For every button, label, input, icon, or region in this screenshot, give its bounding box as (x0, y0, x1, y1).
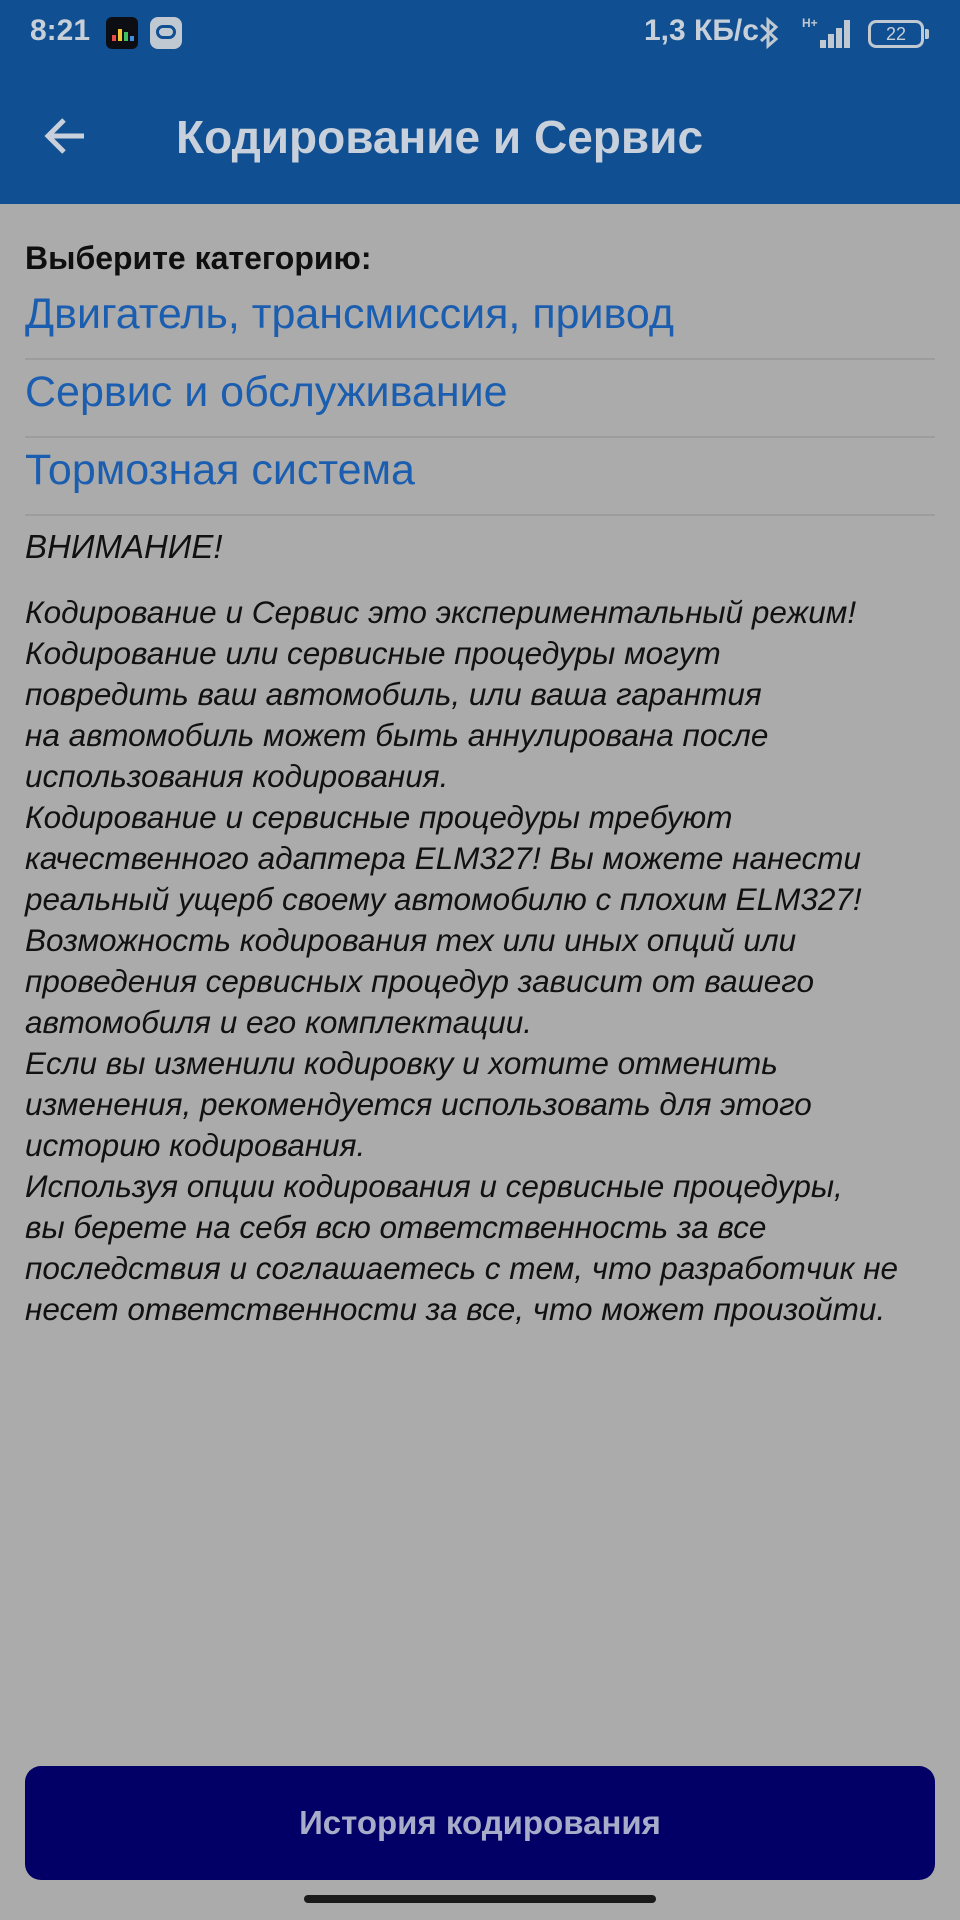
gesture-nav-handle[interactable] (304, 1895, 656, 1903)
warning-line: использования кодирования. (25, 758, 449, 794)
coding-history-button[interactable]: История кодирования (25, 1766, 935, 1880)
category-item-engine[interactable]: Двигатель, трансмиссия, привод (25, 282, 935, 360)
category-list (25, 282, 935, 516)
category-heading: Выберите категорию: (25, 240, 372, 276)
battery-icon: 22 (868, 20, 924, 48)
warning-line: повредить ваш автомобиль, или ваша гарантия (25, 676, 762, 712)
warning-title: ВНИМАНИЕ! (25, 528, 223, 565)
warning-line: Кодирование или сервисные процедуры могут (25, 635, 721, 671)
warning-line: качественного адаптера ELM327! Вы можете нанести (25, 840, 862, 876)
app-bar (0, 68, 960, 204)
network-speed: 1,3 КБ/с (644, 14, 759, 47)
warning-line: Возможность кодирования тех или иных опций или (25, 922, 797, 958)
warning-line: на автомобиль может быть аннулирована после (25, 717, 769, 753)
messenger-app-icon (150, 17, 182, 49)
network-type: H+ (802, 16, 818, 30)
bluetooth-icon (757, 16, 785, 52)
page-title: Кодирование и Сервис (176, 111, 704, 163)
category-item-service[interactable]: Сервис и обслуживание (25, 360, 935, 438)
warning-line: несет ответственности за все, что может произойти. (25, 1291, 886, 1327)
back-button[interactable] (28, 98, 104, 174)
warning-line: автомобиля и его комплектации. (25, 1004, 532, 1040)
arrow-left-icon (44, 114, 88, 158)
warning-line: проведения сервисных процедур зависит от вашего (25, 963, 814, 999)
signal-icon (802, 18, 854, 50)
warning-line: изменения, рекомендуется использовать для этого (25, 1086, 812, 1122)
warning-line: Кодирование и Сервис это экспериментальный режим! (25, 594, 857, 630)
warning-line: последствия и соглашаетесь с тем, что разработчик не (25, 1250, 899, 1286)
status-time: 8:21 (30, 14, 91, 47)
warning-line: Если вы изменили кодировку и хотите отменить (25, 1045, 778, 1081)
warning-line: Используя опции кодирования и сервисные процедуры, (25, 1168, 843, 1204)
warning-line: историю кодирования. (25, 1127, 366, 1163)
category-item-brakes[interactable]: Тормозная система (25, 438, 935, 516)
warning-line: Кодирование и сервисные процедуры требуют (25, 799, 733, 835)
equalizer-app-icon (106, 17, 138, 49)
warning-line: вы берете на себя всю ответственность за все (25, 1209, 767, 1245)
status-bar (0, 0, 960, 68)
warning-text (25, 592, 960, 1330)
warning-line: реальный ущерб своему автомобилю с плохим ELM327! (25, 881, 862, 917)
